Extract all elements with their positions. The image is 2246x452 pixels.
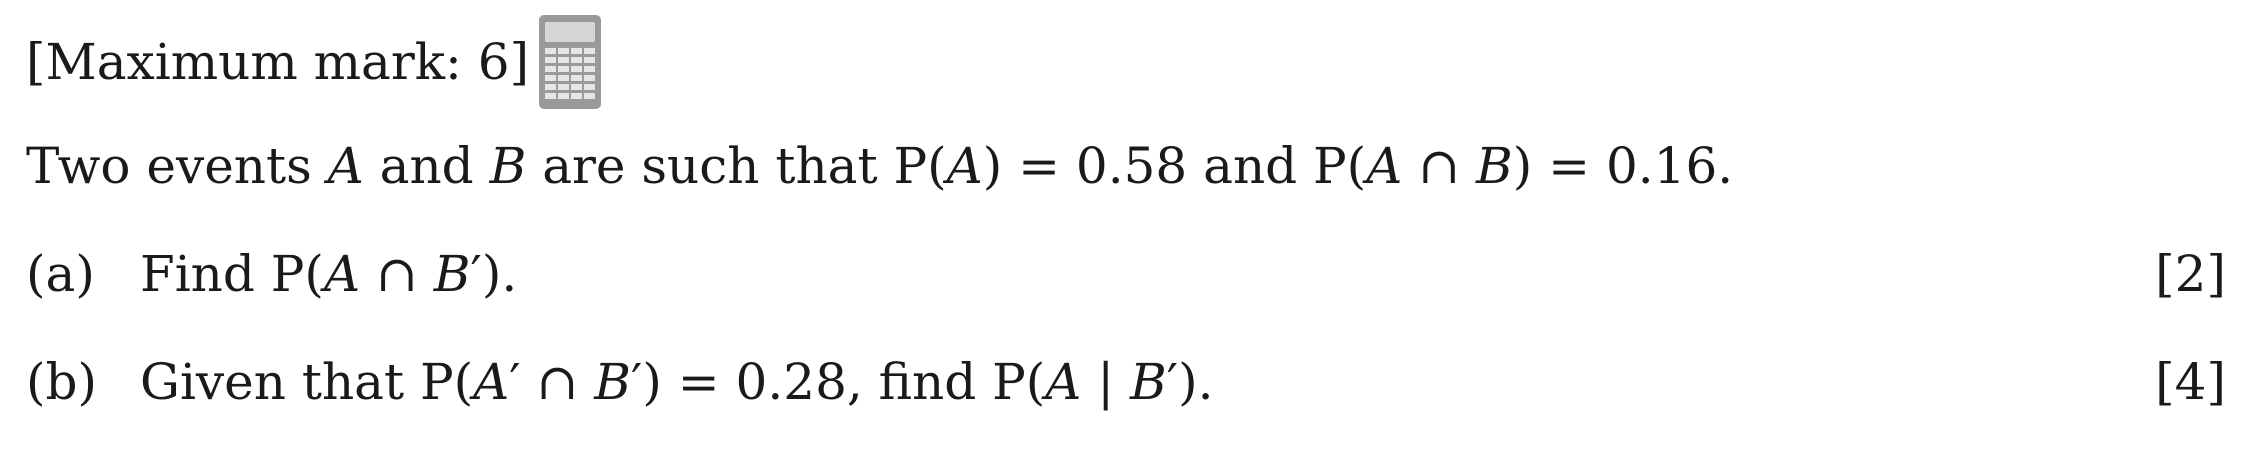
event-b: B bbox=[594, 353, 632, 411]
event-a: A bbox=[323, 245, 361, 303]
stem-text-6: ) = 0.16. bbox=[1512, 137, 1734, 195]
event-b: B bbox=[489, 137, 527, 195]
part-b-text-1: Given that P( bbox=[140, 353, 474, 411]
part-b-text-3: ′) = 0.28, find P( bbox=[631, 353, 1046, 411]
part-b-marks: [4] bbox=[2155, 353, 2226, 411]
intersection-symbol: ∩ bbox=[1402, 137, 1476, 195]
event-a: A bbox=[1045, 353, 1082, 411]
part-a-text-3: ′). bbox=[470, 245, 518, 303]
stem-text-3: are such that P( bbox=[526, 137, 947, 195]
event-b: B bbox=[1130, 353, 1167, 411]
event-b: B bbox=[1476, 137, 1513, 195]
calculator-icon bbox=[538, 14, 602, 110]
stem-text-4: ) = 0.58 and P( bbox=[982, 137, 1367, 195]
maximum-mark-label bbox=[26, 32, 529, 92]
stem-text-1: Two events bbox=[26, 137, 328, 195]
event-b: B bbox=[433, 245, 471, 303]
part-b-text-5: ′). bbox=[1166, 353, 1214, 411]
part-a-marks: [2] bbox=[2155, 245, 2226, 303]
event-a: A bbox=[473, 353, 510, 411]
stem-text-2: and bbox=[363, 137, 490, 195]
event-a: A bbox=[946, 137, 983, 195]
intersection-symbol: ∩ bbox=[360, 245, 434, 303]
part-b-label: (b) bbox=[26, 353, 98, 411]
event-a: A bbox=[1366, 137, 1403, 195]
intersection-symbol: ′ ∩ bbox=[509, 353, 595, 411]
part-b bbox=[26, 352, 1214, 412]
maximum-mark-text: [Maximum mark: 6] bbox=[26, 33, 530, 91]
part-a-label: (a) bbox=[26, 245, 95, 303]
part-a-text-1: Find P( bbox=[140, 245, 324, 303]
given-symbol: | bbox=[1081, 353, 1131, 411]
part-a bbox=[26, 244, 517, 304]
event-a: A bbox=[327, 137, 364, 195]
question-stem bbox=[26, 136, 1733, 196]
